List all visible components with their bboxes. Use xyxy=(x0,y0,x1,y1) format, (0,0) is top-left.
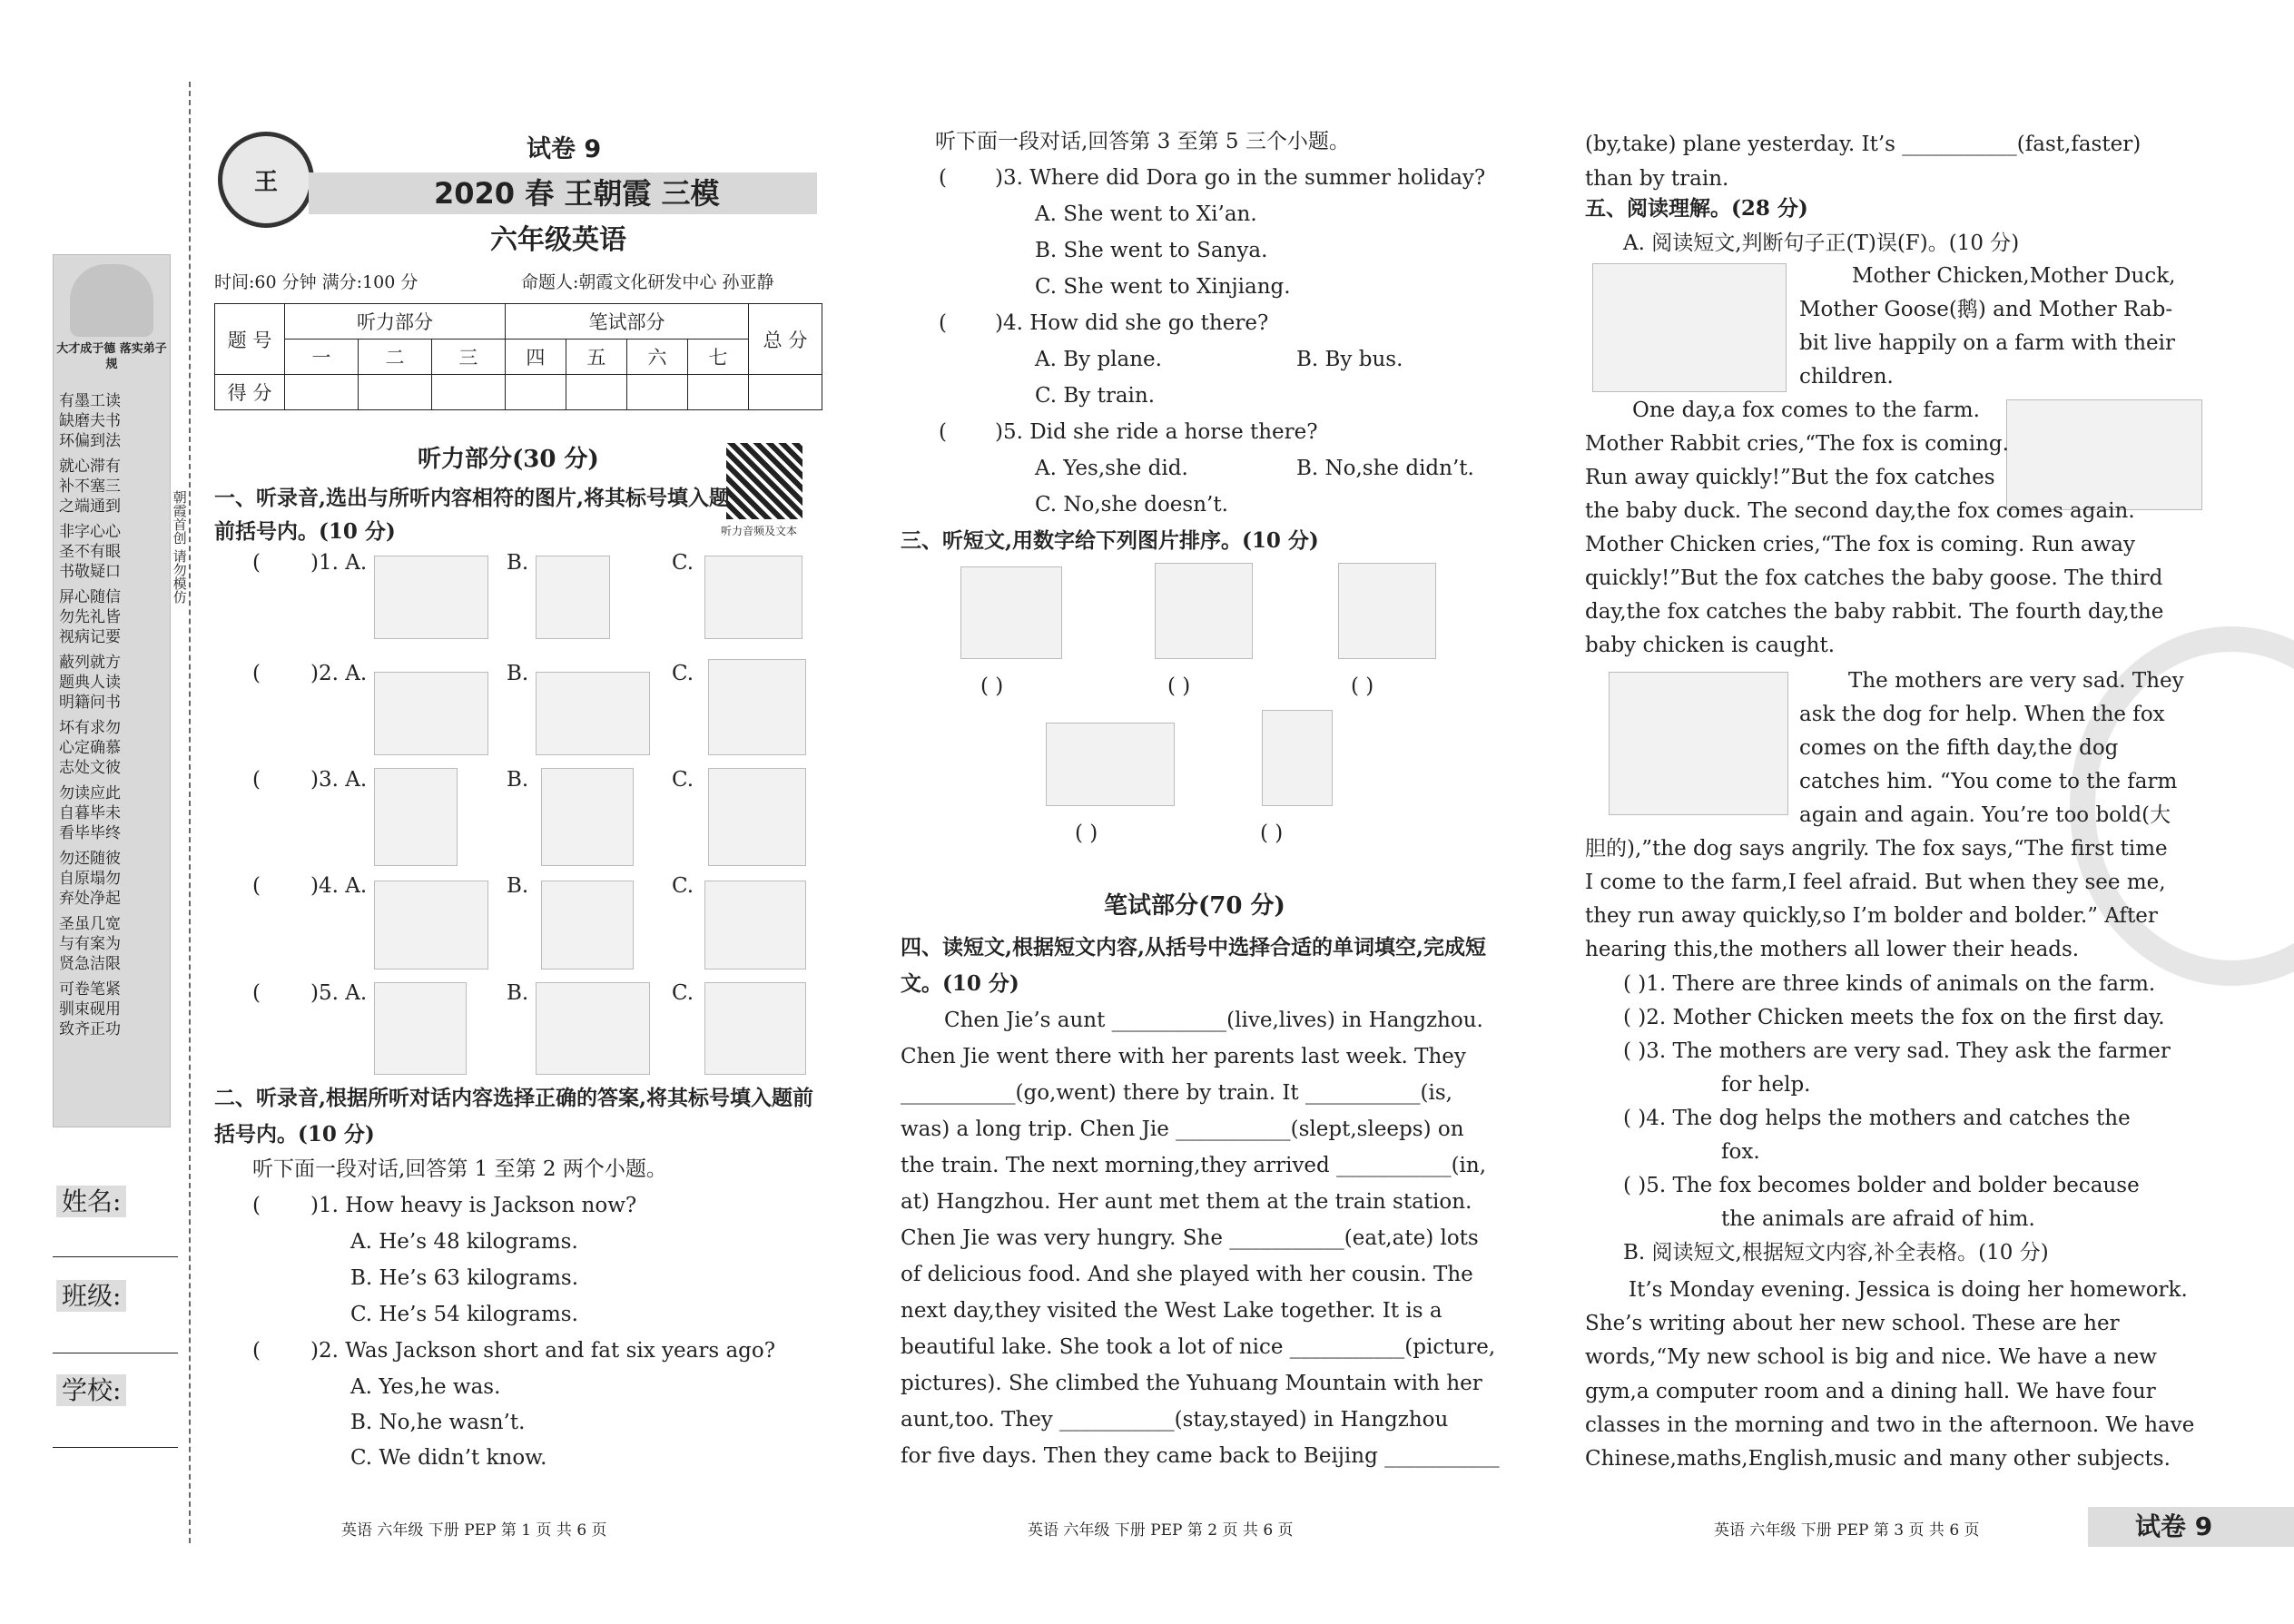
col-label: 四 xyxy=(505,340,566,375)
story-line: classes in the morning and two in the afternoon. We have xyxy=(1585,1412,2195,1437)
p1-item-c: C. xyxy=(672,768,694,792)
story-line: the baby duck. The second day,the fox comes again. xyxy=(1585,499,2135,523)
passage-line: pictures). She climbed the Yuhuang Mountain with her xyxy=(901,1372,1482,1395)
class-label: 班级: xyxy=(56,1280,126,1312)
rule-line: 勿先礼皆 xyxy=(59,608,121,626)
story-line: Chinese,maths,English,music and many other subjects. xyxy=(1585,1447,2171,1471)
part1-title: 一、听录音,选出与所听内容相符的图片,将其标号填入题前括号内。(10 分) xyxy=(214,486,731,544)
school-label: 学校: xyxy=(56,1374,126,1406)
rule-line: 有墨工读 xyxy=(59,392,121,410)
p1-item-num: )3. A. xyxy=(310,768,368,792)
question-3: )3. Where did Dora go in the summer holiday? xyxy=(995,166,1486,190)
option: A. He’s 48 kilograms. xyxy=(350,1230,578,1254)
story-line: Mother Rabbit cries,“The fox is coming. xyxy=(1585,432,2009,456)
writing-header: 笔试部分 xyxy=(505,304,748,340)
picture-5c[interactable] xyxy=(704,982,806,1075)
exam-badge: 试卷 9 xyxy=(527,135,602,163)
picture-order-1[interactable] xyxy=(960,566,1062,659)
story-line: She’s writing about her new school. These are her xyxy=(1585,1312,2120,1336)
passage-line: for five days. Then they came back to Beijing ___________ xyxy=(901,1444,1500,1468)
picture-3a[interactable] xyxy=(374,768,458,866)
story-line: gym,a computer room and a dining hall. We have four xyxy=(1585,1379,2156,1403)
passage-line: of delicious food. And she played with her cousin. The xyxy=(901,1263,1473,1286)
picture-2b[interactable] xyxy=(536,672,650,755)
tf-item[interactable]: ( )5. The fox becomes bolder and bolder because xyxy=(1623,1174,2140,1197)
passage-line: Chen Jie was very hungry. She ___________(eat,ate) lots xyxy=(901,1226,1479,1250)
passage-line: Chen Jie’s aunt ___________(live,lives) in Hangzhou. xyxy=(944,1009,1483,1032)
option: C. He’s 54 kilograms. xyxy=(350,1303,578,1326)
p1-item-num: )1. A. xyxy=(310,551,368,575)
rule-line: 之端通到 xyxy=(59,497,121,516)
question-2: )2. Was Jackson short and fat six years ago? xyxy=(310,1339,776,1363)
score-cell[interactable] xyxy=(687,375,748,410)
p1-item-c: C. xyxy=(672,551,694,575)
p1-item-b: B. xyxy=(507,551,529,575)
name-label: 姓名: xyxy=(56,1186,126,1217)
rule-line: 缺磨夫书 xyxy=(59,412,121,430)
paren: ( xyxy=(252,981,261,1005)
rule-line: 志处文彼 xyxy=(59,759,121,777)
tf-item-cont: the animals are afraid of him. xyxy=(1721,1207,2035,1231)
rule-line: 圣不有眼 xyxy=(59,543,121,561)
story-line: again and again. You’re too bold(大 xyxy=(1799,803,2171,827)
option: A. She went to Xi’an. xyxy=(1035,202,1257,226)
story-line: Mother Goose(鹅) and Mother Rab- xyxy=(1799,298,2173,321)
question-4: )4. How did she go there? xyxy=(995,311,1269,335)
picture-1a[interactable] xyxy=(374,556,488,639)
option: C. By train. xyxy=(1035,384,1156,408)
option: C. We didn’t know. xyxy=(350,1446,547,1470)
tf-item[interactable]: ( )3. The mothers are very sad. They ask the farmer xyxy=(1623,1039,2171,1063)
col-label: 三 xyxy=(431,340,505,375)
story-line: children. xyxy=(1799,365,1894,389)
part3-title: 三、听短文,用数字给下列图片排序。(10 分) xyxy=(901,528,1319,553)
rule-line: 书敬疑口 xyxy=(59,563,121,581)
paren: ( xyxy=(939,311,947,335)
row-label: 题 号 xyxy=(215,304,285,375)
question-1: )1. How heavy is Jackson now? xyxy=(310,1194,637,1217)
rule-line: 心定确慕 xyxy=(59,739,121,757)
p1-item-num: )4. A. xyxy=(310,874,368,898)
vertical-note: 朝霞首创 请勿模仿 xyxy=(171,490,188,604)
part4-title: 四、读短文,根据短文内容,从括号中选择合适的单词填空,完成短文。(10 分) xyxy=(901,935,1487,996)
paren: ( xyxy=(252,768,261,792)
rule-line: 视病记要 xyxy=(59,628,121,646)
rule-line: 屏心随信 xyxy=(59,588,121,606)
rule-line: 非字心心 xyxy=(59,523,121,541)
paren: ( xyxy=(252,874,261,898)
picture-2a[interactable] xyxy=(374,672,488,755)
story-line: they run away quickly,so I’m bolder and bolder.” After xyxy=(1585,904,2158,928)
option: B. No,she didn’t. xyxy=(1296,457,1474,480)
rule-line: 弃处净起 xyxy=(59,890,121,908)
paren: ( xyxy=(252,662,261,685)
binding-line xyxy=(189,82,191,1543)
rule-line: 驯束砚用 xyxy=(59,1000,121,1019)
tf-item-cont: fox. xyxy=(1721,1140,1760,1164)
exam-author: 命题人:朝霞文化研发中心 孙亚静 xyxy=(521,272,774,292)
mascot-image xyxy=(70,264,153,337)
picture-dog xyxy=(1609,672,1788,815)
p1-item-num: )5. A. xyxy=(310,981,368,1005)
col-label: 五 xyxy=(566,340,626,375)
story-line: The mothers are very sad. They xyxy=(1848,669,2184,693)
passage-line: was) a long trip. Chen Jie ___________(slept,sleeps) on xyxy=(901,1117,1464,1141)
option: B. By bus. xyxy=(1296,348,1403,371)
picture-4b[interactable] xyxy=(541,881,634,969)
exam-time: 时间:60 分钟 满分:100 分 xyxy=(214,272,418,292)
story-line: Run away quickly!”But the fox catches xyxy=(1585,466,1995,489)
corner-badge: 试卷 9 xyxy=(2135,1511,2213,1541)
listening-section-title: 听力部分(30 分) xyxy=(418,446,599,473)
picture-3c[interactable] xyxy=(708,768,806,866)
page-footer: 英语 六年级 下册 PEP 第 2 页 共 6 页 xyxy=(1028,1521,1294,1540)
picture-5b[interactable] xyxy=(536,982,650,1075)
slogan: 大才成于德 落实弟子规 xyxy=(56,342,167,371)
paren: ( xyxy=(939,420,947,444)
passage xyxy=(901,1002,1507,1474)
picture-3b[interactable] xyxy=(541,768,634,866)
listening-header: 听力部分 xyxy=(285,304,506,340)
p1-item-b: B. xyxy=(507,768,529,792)
order-paren[interactable]: ( ) xyxy=(1260,822,1284,845)
story-line: hearing this,the mothers all lower their heads. xyxy=(1585,938,2080,961)
story-line: 胆的),”the dog says angrily. The fox says,“The first time xyxy=(1585,837,2168,861)
tf-item[interactable]: ( )2. Mother Chicken meets the fox on the first day. xyxy=(1623,1006,2165,1029)
rule-line: 贤急洁限 xyxy=(59,955,121,973)
p1-item-c: C. xyxy=(672,874,694,898)
picture-order-2[interactable] xyxy=(1155,563,1253,659)
passage-line: ___________(go,went) there by train. It ___________(is, xyxy=(901,1081,1452,1105)
story-line: Mother Chicken cries,“The fox is coming. Run away xyxy=(1585,533,2136,556)
tf-item[interactable]: ( )4. The dog helps the mothers and catches the xyxy=(1623,1107,2131,1130)
p1-item-c: C. xyxy=(672,662,694,685)
score-table xyxy=(214,303,822,410)
page-footer: 英语 六年级 下册 PEP 第 1 页 共 6 页 xyxy=(341,1521,607,1540)
option: B. No,he wasn’t. xyxy=(350,1411,526,1434)
exam-title: 2020 春 王朝霞 三模 xyxy=(434,176,720,211)
picture-animals xyxy=(1592,263,1787,392)
paren: ( xyxy=(252,1339,261,1363)
score-cell[interactable] xyxy=(626,375,687,410)
rule-line: 圣虽几宽 xyxy=(59,915,121,933)
rule-line: 题典人读 xyxy=(59,674,121,692)
story-line: bit live happily on a farm with their xyxy=(1799,331,2176,355)
order-paren[interactable]: ( ) xyxy=(980,674,1004,698)
option: C. She went to Xinjiang. xyxy=(1035,275,1291,299)
passage-line: at) Hangzhou. Her aunt met them at the train station. xyxy=(901,1190,1472,1214)
rule-line: 明籍问书 xyxy=(59,694,121,712)
rule-line: 勿还随彼 xyxy=(59,850,121,868)
story-line: ask the dog for help. When the fox xyxy=(1799,703,2165,726)
p1-item-c: C. xyxy=(672,981,694,1005)
story-line: comes on the fifth day,the dog xyxy=(1799,736,2119,760)
paren: ( xyxy=(252,1194,261,1217)
p2-intro: 听下面一段对话,回答第 3 至第 5 三个小题。 xyxy=(935,130,1350,153)
rule-line: 与有案为 xyxy=(59,935,121,953)
part5-title: 五、阅读理解。(28 分) xyxy=(1585,196,1808,221)
option: A. Yes,he was. xyxy=(350,1375,501,1399)
rule-line: 坏有求勿 xyxy=(59,719,121,737)
score-label: 得 分 xyxy=(215,375,285,410)
rule-line: 自暮毕未 xyxy=(59,804,121,822)
rule-line: 环偏到法 xyxy=(59,432,121,450)
partA-title: A. 阅读短文,判断句子正(T)误(F)。(10 分) xyxy=(1623,231,2020,255)
option: C. No,she doesn’t. xyxy=(1035,493,1228,517)
rule-line: 可卷笔紧 xyxy=(59,980,121,999)
score-cell[interactable] xyxy=(358,375,431,410)
cont-line: than by train. xyxy=(1585,167,1729,191)
page-footer: 英语 六年级 下册 PEP 第 3 页 共 6 页 xyxy=(1714,1521,1980,1540)
score-cell[interactable] xyxy=(749,375,822,410)
school-field[interactable] xyxy=(53,1447,178,1448)
p1-item-b: B. xyxy=(507,662,529,685)
rule-line: 看毕毕终 xyxy=(59,824,121,842)
story-line: baby chicken is caught. xyxy=(1585,634,1836,657)
rule-line: 就心滞有 xyxy=(59,458,121,476)
passage-line: Chen Jie went there with her parents last week. They xyxy=(901,1045,1466,1068)
order-paren[interactable]: ( ) xyxy=(1075,822,1098,845)
paren: ( xyxy=(939,166,947,190)
p1-item-b: B. xyxy=(507,874,529,898)
picture-fox xyxy=(2006,399,2202,510)
paren: ( xyxy=(252,551,261,575)
picture-5a[interactable] xyxy=(374,982,467,1075)
passage-line: aunt,too. They ___________(stay,stayed) in Hangzhou xyxy=(901,1408,1449,1432)
rule-line: 蔽列就方 xyxy=(59,654,121,672)
picture-2c[interactable] xyxy=(708,659,806,755)
score-cell[interactable] xyxy=(566,375,626,410)
picture-order-3[interactable] xyxy=(1338,563,1436,659)
option: A. By plane. xyxy=(1035,348,1162,371)
story-line: day,the fox catches the baby rabbit. The fourth day,the xyxy=(1585,600,2164,624)
cont-line: (by,take) plane yesterday. It’s ___________(fast,faster) xyxy=(1585,133,2141,156)
option: B. He’s 63 kilograms. xyxy=(350,1266,579,1290)
left-strip xyxy=(53,254,171,1127)
rule-line: 致齐正功 xyxy=(59,1020,121,1038)
total-header: 总 分 xyxy=(749,304,822,375)
passage-line: next day,they visited the West Lake together. It is a xyxy=(901,1299,1442,1323)
col-label: 六 xyxy=(626,340,687,375)
story-line: I come to the farm,I feel afraid. But when they see me, xyxy=(1585,871,2166,894)
passage-line: beautiful lake. She took a lot of nice ___________(picture, xyxy=(901,1335,1496,1359)
picture-order-5[interactable] xyxy=(1262,710,1333,806)
story-line: One day,a fox comes to the farm. xyxy=(1632,399,1980,422)
score-cell[interactable] xyxy=(431,375,505,410)
story-line: It’s Monday evening. Jessica is doing her homework. xyxy=(1629,1278,2188,1302)
picture-4c[interactable] xyxy=(704,881,806,969)
picture-1b[interactable] xyxy=(536,556,610,639)
col-label: 七 xyxy=(687,340,748,375)
p1-item-num: )2. A. xyxy=(310,662,368,685)
story-line: Mother Chicken,Mother Duck, xyxy=(1852,264,2176,288)
rules-block xyxy=(59,391,164,1039)
order-paren[interactable]: ( ) xyxy=(1351,674,1374,698)
question-5: )5. Did she ride a horse there? xyxy=(995,420,1318,444)
option: B. She went to Sanya. xyxy=(1035,239,1268,262)
story-line: words,“My new school is big and nice. We have a new xyxy=(1585,1345,2157,1370)
col-label: 二 xyxy=(358,340,431,375)
picture-order-4[interactable] xyxy=(1046,723,1175,806)
part2-intro: 听下面一段对话,回答第 1 至第 2 两个小题。 xyxy=(252,1157,667,1181)
part2-title: 二、听录音,根据所听对话内容选择正确的答案,将其标号填入题前括号内。(10 分) xyxy=(214,1086,814,1147)
storyB xyxy=(1585,1274,2197,1476)
cont-lines xyxy=(1585,127,2199,196)
col-label: 一 xyxy=(285,340,359,375)
writing-section-title: 笔试部分(70 分) xyxy=(1104,892,1285,920)
passage-line: the train. The next morning,they arrived ___________(in, xyxy=(901,1154,1487,1177)
p1-item-b: B. xyxy=(507,981,529,1005)
partB-title: B. 阅读短文,根据短文内容,补全表格。(10 分) xyxy=(1623,1241,2049,1265)
picture-1c[interactable] xyxy=(704,556,802,639)
tf-item[interactable]: ( )1. There are three kinds of animals on the farm. xyxy=(1623,972,2156,996)
logo: 王 xyxy=(218,132,314,228)
order-paren[interactable]: ( ) xyxy=(1167,674,1191,698)
rule-line: 自原塌勿 xyxy=(59,870,121,888)
option: A. Yes,she did. xyxy=(1035,457,1188,480)
rule-line: 勿读应此 xyxy=(59,784,121,802)
story-line: quickly!”But the fox catches the baby goose. The third xyxy=(1585,566,2163,590)
qr-code[interactable] xyxy=(726,443,802,519)
story-line: catches him. “You come to the farm xyxy=(1799,770,2178,793)
tf-item-cont: for help. xyxy=(1721,1073,1811,1097)
picture-4a[interactable] xyxy=(374,881,488,969)
score-cell[interactable] xyxy=(285,375,359,410)
name-field[interactable] xyxy=(53,1256,178,1257)
rule-line: 补不塞三 xyxy=(59,477,121,496)
exam-subtitle: 六年级英语 xyxy=(490,224,626,256)
score-cell[interactable] xyxy=(505,375,566,410)
qr-caption: 听力音频及文本 xyxy=(721,525,798,537)
